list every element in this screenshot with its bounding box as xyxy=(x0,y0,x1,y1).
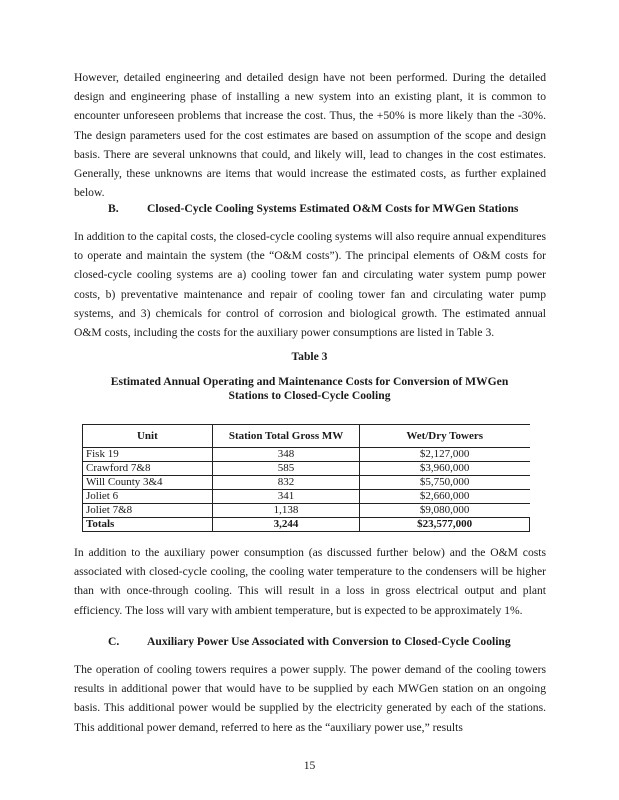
column-header-unit: Unit xyxy=(83,425,213,448)
paragraph-efficiency-loss: In addition to the auxiliary power consumption (as discussed further below) and the O&M costs associated with closed-cycle cooling, the cooling water temperature to the condensers will be higher than with once-through cooling. This will result in a loss in gross electrical output and plant efficiency. The loss will vary with ambient temperature, but is expected to be approximately 1%. xyxy=(74,546,546,617)
table-header-row xyxy=(83,425,530,448)
cell-gross-mw: 832 xyxy=(212,476,360,490)
table-row xyxy=(83,490,530,504)
cell-total-cost: $23,577,000 xyxy=(360,518,530,532)
cell-unit: Joliet 6 xyxy=(83,490,213,504)
table-row xyxy=(83,476,530,490)
page-number: 15 xyxy=(303,759,316,772)
section-letter-c: C. xyxy=(108,635,120,648)
table-row xyxy=(83,504,530,518)
table-label: Table 3 xyxy=(291,350,328,363)
cell-unit: Joliet 7&8 xyxy=(83,504,213,518)
column-header-wet-dry-towers: Wet/Dry Towers xyxy=(360,425,530,448)
table-totals-row xyxy=(83,518,530,532)
cell-unit: Will County 3&4 xyxy=(83,476,213,490)
cell-unit: Crawford 7&8 xyxy=(83,462,213,476)
paragraph-om-costs: In addition to the capital costs, the closed-cycle cooling systems will also require annual expenditures to operate and maintain the system (the “O&M costs”). The principal elements of O&M costs for closed-cycle cooling systems are a) cooling tower fan and circulating water system pump power costs, b) preventative maintenance and repair of cooling tower fan and circulating water pump systems, and 3) chemicals for control of corrosion and biological growth. The estimated annual O&M costs, including the costs for the auxiliary power consumptions are listed in Table 3. xyxy=(74,230,546,340)
cell-totals-label: Totals xyxy=(83,518,213,532)
section-heading-b xyxy=(108,202,518,215)
cell-gross-mw: 348 xyxy=(212,448,360,462)
column-header-gross-mw: Station Total Gross MW xyxy=(212,425,360,448)
cell-cost: $2,660,000 xyxy=(360,490,530,504)
cell-unit: Fisk 19 xyxy=(83,448,213,462)
cell-cost: $9,080,000 xyxy=(360,504,530,518)
om-costs-table xyxy=(82,424,530,532)
paragraph-cost-uncertainty: However, detailed engineering and detailed design have not been performed. During the detailed design and engineering phase of installing a new system into an existing plant, it is common to encounter unforeseen problems that increase the cost. Thus, the +50% is more likely than the -30%. The design parameters used for the cost estimates are based on assumption of the scope and design basis. There are several unknowns that could, and likely will, lead to changes in the cost estimates. Generally, these unknowns are items that would increase the estimated costs, as further explained below. xyxy=(74,71,546,200)
section-letter-b: B. xyxy=(108,202,119,215)
section-title-b: Closed-Cycle Cooling Systems Estimated O&M Costs for MWGen Stations xyxy=(147,202,519,215)
cell-cost: $5,750,000 xyxy=(360,476,530,490)
cell-gross-mw: 1,138 xyxy=(212,504,360,518)
cell-cost: $3,960,000 xyxy=(360,462,530,476)
section-title-c: Auxiliary Power Use Associated with Conversion to Closed-Cycle Cooling xyxy=(147,635,511,648)
cell-total-gross-mw: 3,244 xyxy=(212,518,360,532)
cell-cost: $2,127,000 xyxy=(360,448,530,462)
section-heading-c xyxy=(108,635,511,648)
cell-gross-mw: 341 xyxy=(212,490,360,504)
table-row xyxy=(83,448,530,462)
paragraph-auxiliary-power: The operation of cooling towers requires a power supply. The power demand of the cooling towers results in additional power that would have to be supplied by each MWGen station on an ongoing basis. This additional power would be supplied by the electricity generated by each of the stations. This additional power demand, referred to here as the “auxiliary power use,” results xyxy=(74,663,546,734)
table-caption-line-1: Estimated Annual Operating and Maintenance Costs for Conversion of MWGen xyxy=(110,375,509,388)
table-row xyxy=(83,462,530,476)
table-caption-line-2: Stations to Closed-Cycle Cooling xyxy=(228,389,391,402)
cell-gross-mw: 585 xyxy=(212,462,360,476)
